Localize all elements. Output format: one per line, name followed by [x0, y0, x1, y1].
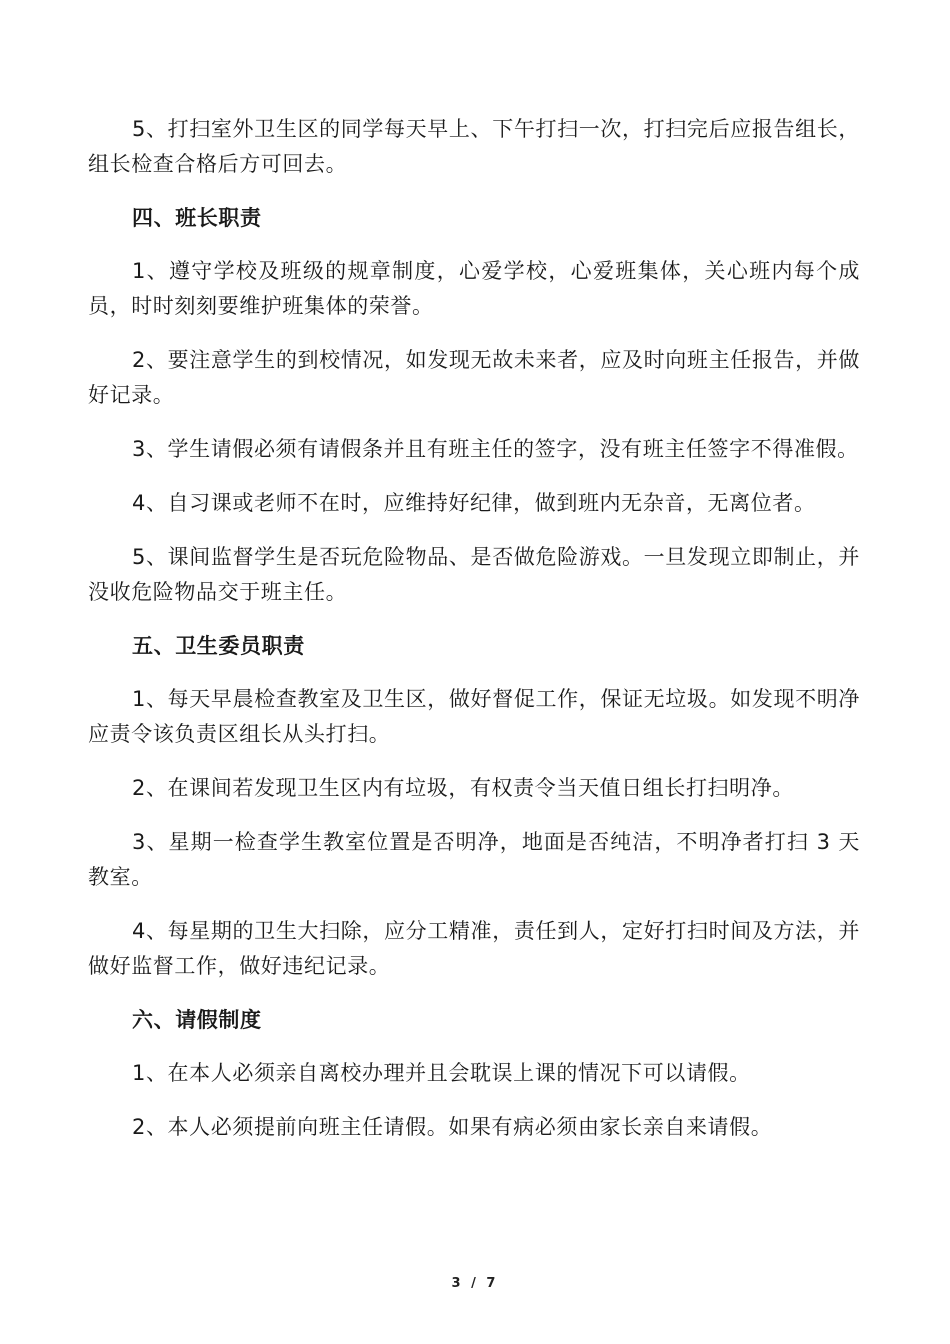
section-heading: 六、请假制度	[132, 1008, 262, 1032]
paragraph: 2、要注意学生的到校情况，如发现无故未来者，应及时向班主任报告，并做好记录。	[88, 348, 860, 407]
paragraph: 1、在本人必须亲自离校办理并且会耽误上课的情况下可以请假。	[132, 1061, 751, 1085]
paragraph: 2、在课间若发现卫生区内有垃圾，有权责令当天值日组长打扫明净。	[132, 776, 794, 800]
document-body	[88, 112, 860, 1164]
paragraph: 4、自习课或老师不在时，应维持好纪律，做到班内无杂音，无离位者。	[132, 491, 816, 515]
page-number: 3 / 7	[451, 1276, 499, 1291]
paragraph: 4、每星期的卫生大扫除，应分工精准，责任到人，定好打扫时间及方法，并做好监督工作，做好违纪记录。	[88, 919, 860, 978]
paragraph: 3、星期一检查学生教室位置是否明净，地面是否纯洁，不明净者打扫 3 天教室。	[88, 830, 860, 889]
paragraph: 3、学生请假必须有请假条并且有班主任的签字，没有班主任签字不得准假。	[132, 437, 859, 461]
paragraph: 2、本人必须提前向班主任请假。如果有病必须由家长亲自来请假。	[132, 1115, 773, 1139]
paragraph: 5、打扫室外卫生区的同学每天早上、下午打扫一次，打扫完后应报告组长，组长检查合格后方可回去。	[88, 117, 860, 176]
paragraph: 1、每天早晨检查教室及卫生区，做好督促工作，保证无垃圾。如发现不明净应责令该负责区组长从头打扫。	[88, 687, 860, 746]
section-heading: 五、卫生委员职责	[132, 634, 305, 658]
paragraph: 1、遵守学校及班级的规章制度，心爱学校，心爱班集体，关心班内每个成员，时时刻刻要维护班集体的荣誉。	[88, 259, 860, 318]
paragraph: 5、课间监督学生是否玩危险物品、是否做危险游戏。一旦发现立即制止，并没收危险物品交于班主任。	[88, 545, 860, 604]
section-heading: 四、班长职责	[132, 206, 262, 230]
